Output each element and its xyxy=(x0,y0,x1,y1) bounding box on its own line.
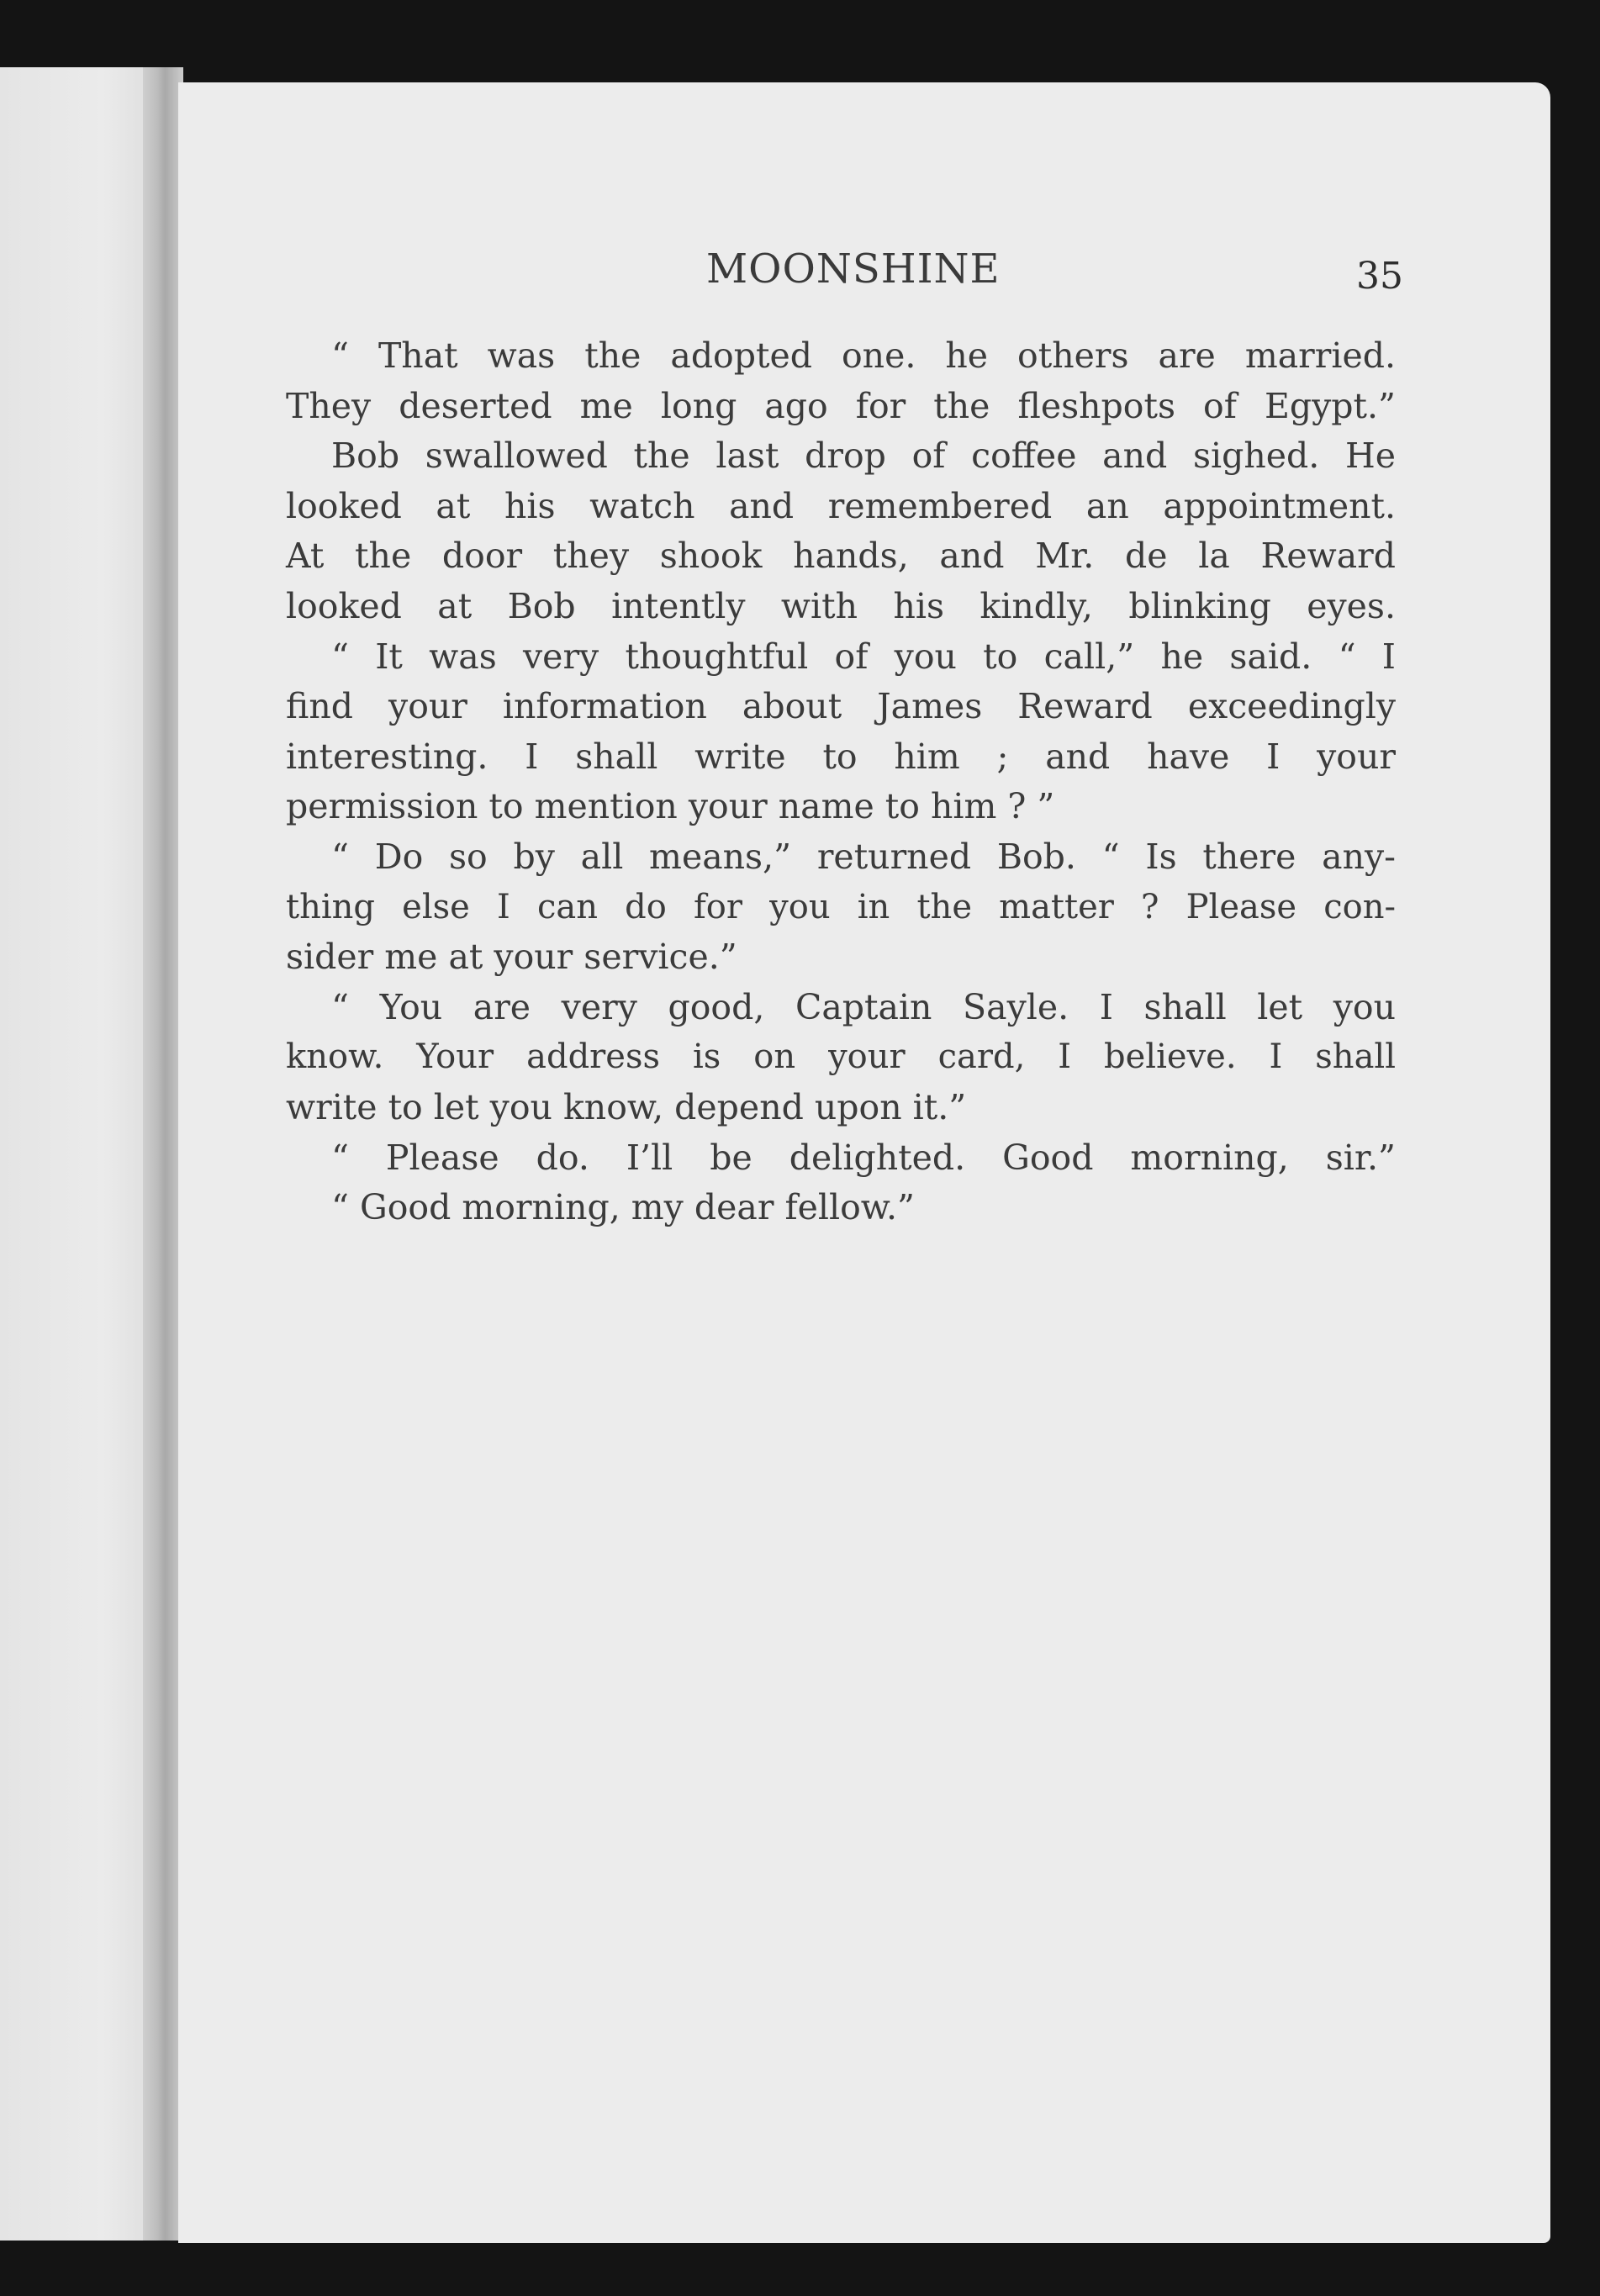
text-line: “ You are very good, Captain Sayle. I shall let you xyxy=(331,986,1396,1027)
text-line: thing else I can do for you in the matter ? Please con- xyxy=(286,887,1396,926)
running-head: MOONSHINE xyxy=(706,245,1001,293)
text-line: “ That was the adopted one. he others are married. xyxy=(331,335,1396,376)
text-line: looked at his watch and remembered an appointment. xyxy=(286,485,1396,526)
text-line: “ Please do. I’ll be delighted. Good morning, sir.” xyxy=(331,1137,1396,1178)
body-text xyxy=(286,331,1396,1233)
text-line: “ Good morning, my dear fellow.” xyxy=(331,1187,916,1228)
text-line: “ Do so by all means,” returned Bob. “ Is there any- xyxy=(331,836,1396,877)
page-number: 35 xyxy=(1356,255,1403,298)
text-line: know. Your address is on your card, I believe. I shall xyxy=(286,1037,1396,1077)
text-line: At the door they shook hands, and Mr. de la Reward xyxy=(286,536,1396,577)
text-line: interesting. I shall write to him ; and have I your xyxy=(286,736,1396,777)
text-line: They deserted me long ago for the fleshpots of Egypt.” xyxy=(286,385,1396,426)
book-gutter-shadow xyxy=(143,67,183,2241)
text-line: write to let you know, depend upon it.” xyxy=(286,1086,967,1127)
text-line: looked at Bob intently with his kindly, blinking eyes. xyxy=(286,585,1396,626)
text-line: find your information about James Reward exceedingly xyxy=(286,686,1396,727)
text-line: sider me at your service.” xyxy=(286,937,737,978)
text-line: permission to mention your name to him ? ” xyxy=(286,786,1055,827)
text-line: “ It was very thoughtful of you to call,” he said. “ I xyxy=(331,636,1396,677)
text-line: Bob swallowed the last drop of coffee and sighed. He xyxy=(331,435,1396,477)
